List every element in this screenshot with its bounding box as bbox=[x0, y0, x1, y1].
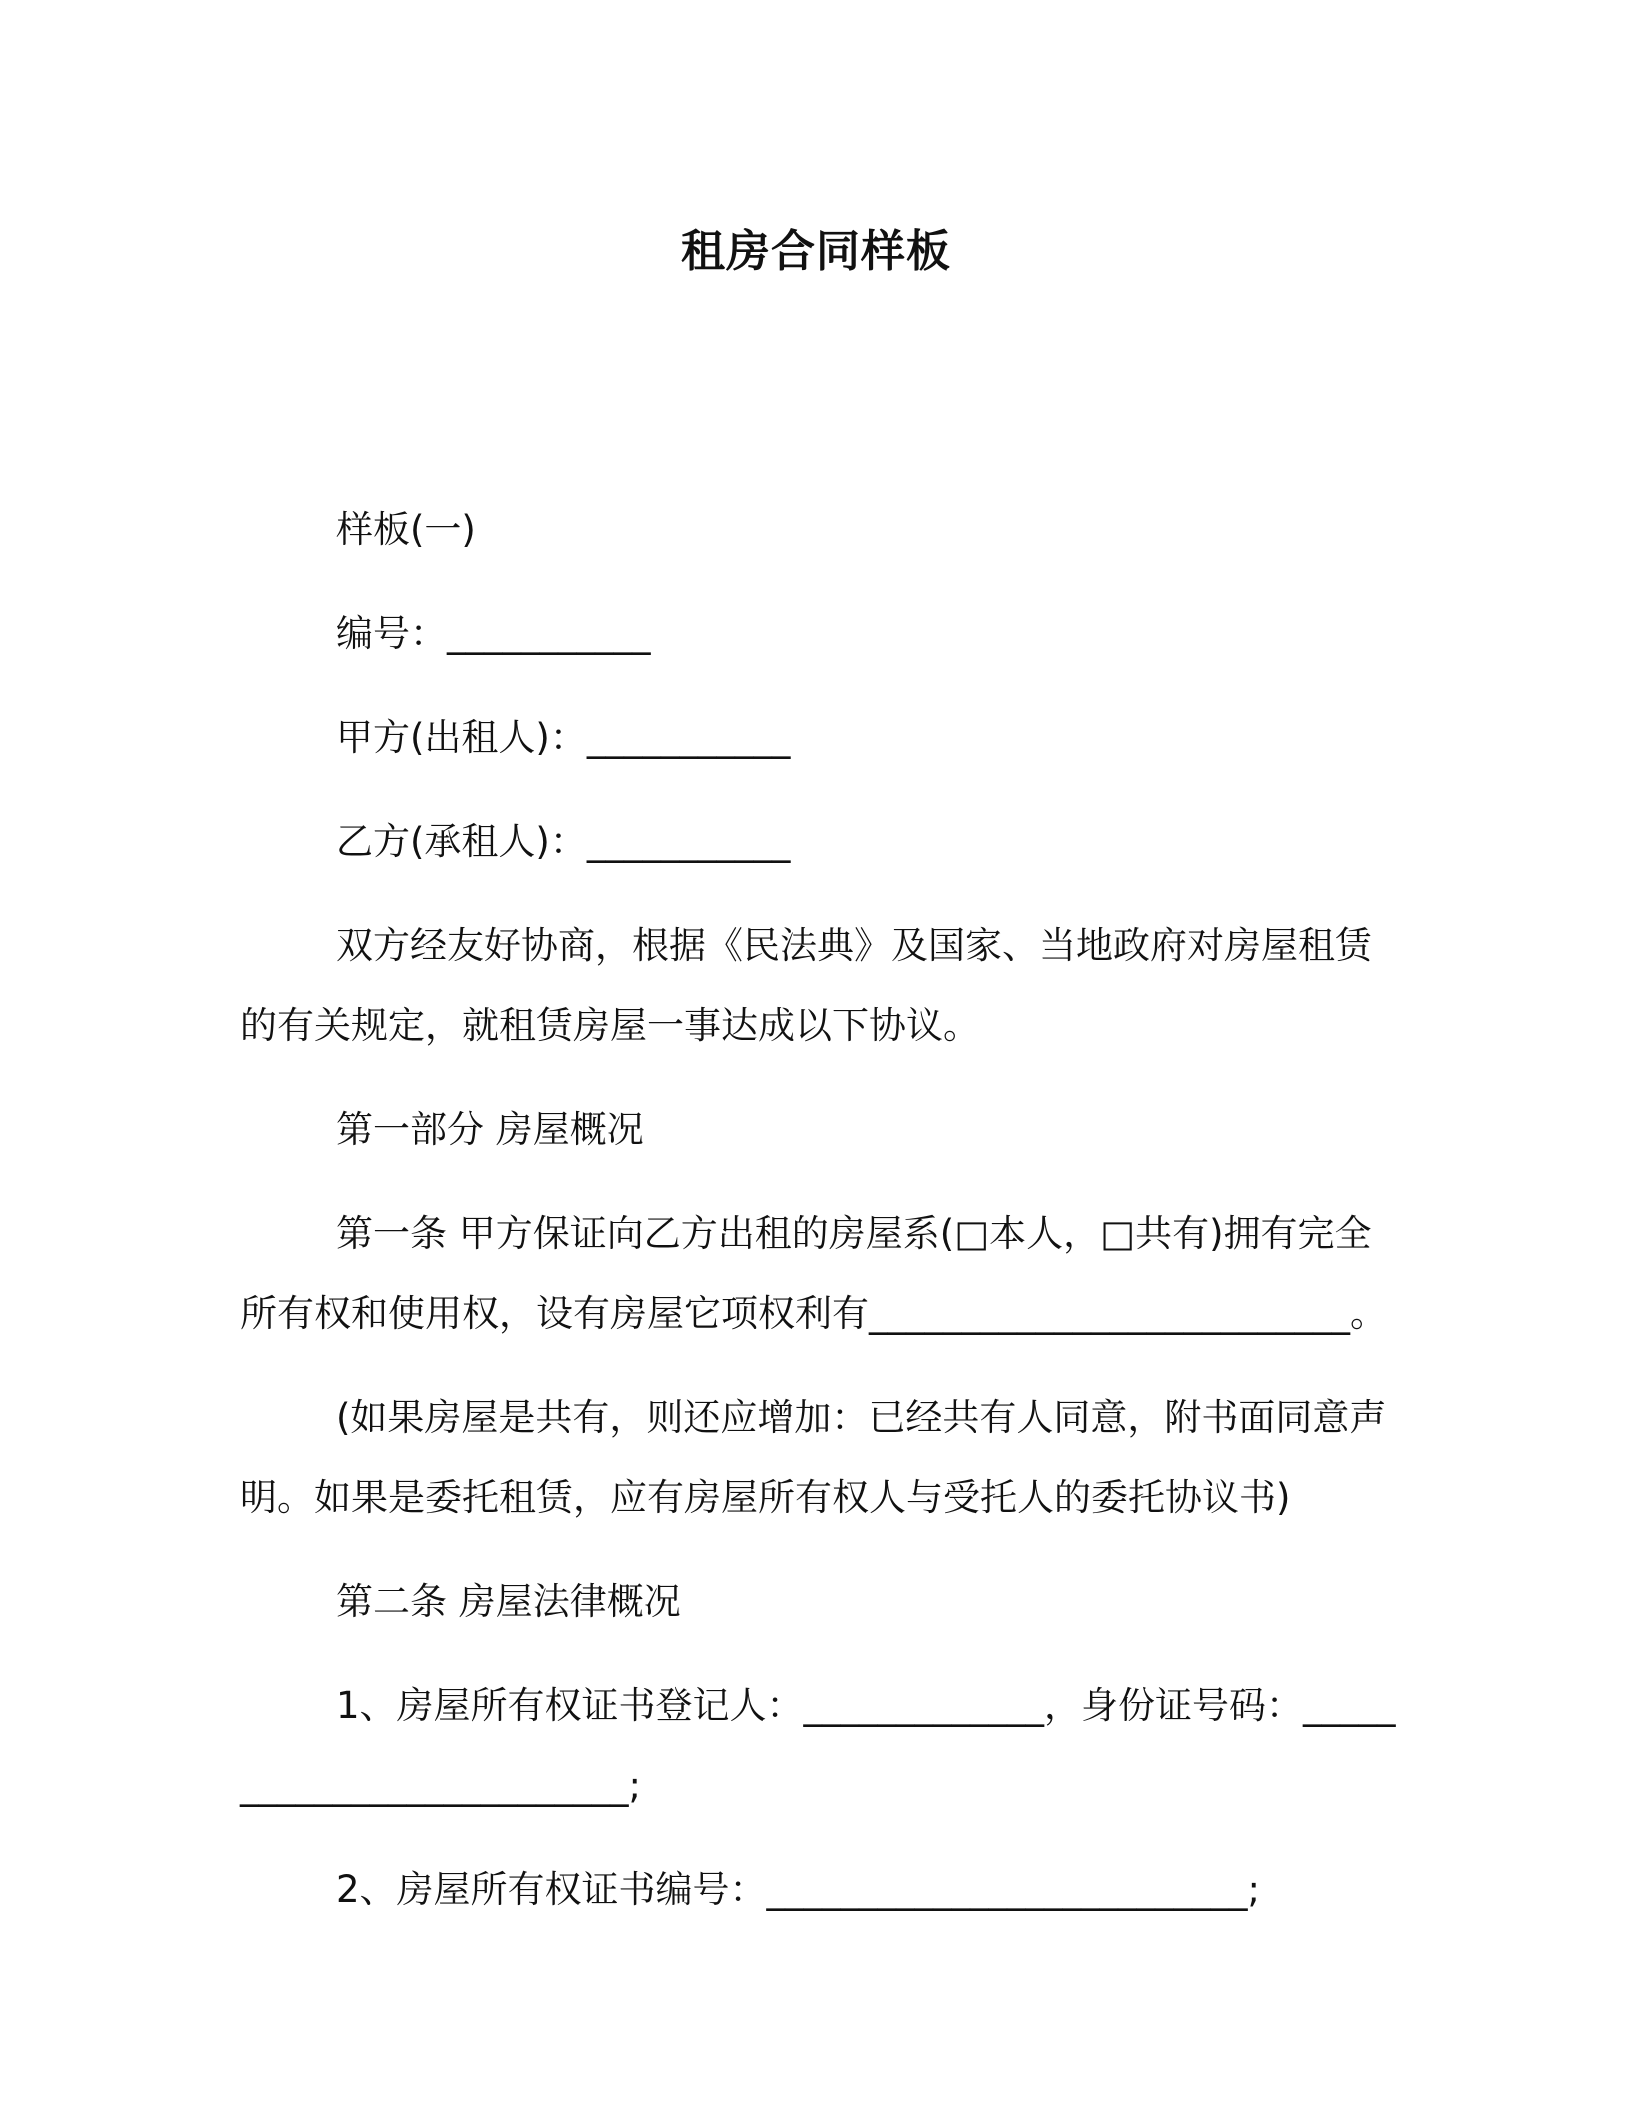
paragraph-article-two-heading: 第二条 房屋法律概况 bbox=[336, 1580, 681, 1623]
document-title: 租房合同样板 bbox=[681, 226, 951, 277]
paragraph-part-one-heading: 第一部分 房屋概况 bbox=[336, 1108, 644, 1151]
paragraph-item-one: 1、房屋所有权证书登记人：_____________，身份证号码：__________________________; bbox=[240, 1684, 1396, 1807]
paragraph-item-two: 2、房屋所有权证书编号：__________________________; bbox=[336, 1868, 1261, 1911]
paragraph-preamble: 双方经友好协商，根据《民法典》及国家、当地政府对房屋租赁的有关规定，就租赁房屋一事达成以下协议。 bbox=[240, 924, 1372, 1047]
paragraph-party-a: 甲方(出租人)：___________ bbox=[336, 716, 791, 759]
paragraph-contract-number: 编号：___________ bbox=[336, 612, 651, 655]
paragraph-party-b: 乙方(承租人)：___________ bbox=[336, 820, 791, 863]
paragraph-template-label: 样板(一) bbox=[336, 508, 476, 551]
paragraph-article-one: 第一条 甲方保证向乙方出租的房屋系(□本人，□共有)拥有完全所有权和使用权，设有房屋它项权利有__________________________。 bbox=[240, 1212, 1387, 1335]
document-body bbox=[240, 490, 1400, 1954]
paragraph-co-ownership-note: (如果房屋是共有，则还应增加：已经共有人同意，附书面同意声明。如果是委托租赁，应有房屋所有权人与受托人的委托协议书) bbox=[240, 1396, 1387, 1519]
